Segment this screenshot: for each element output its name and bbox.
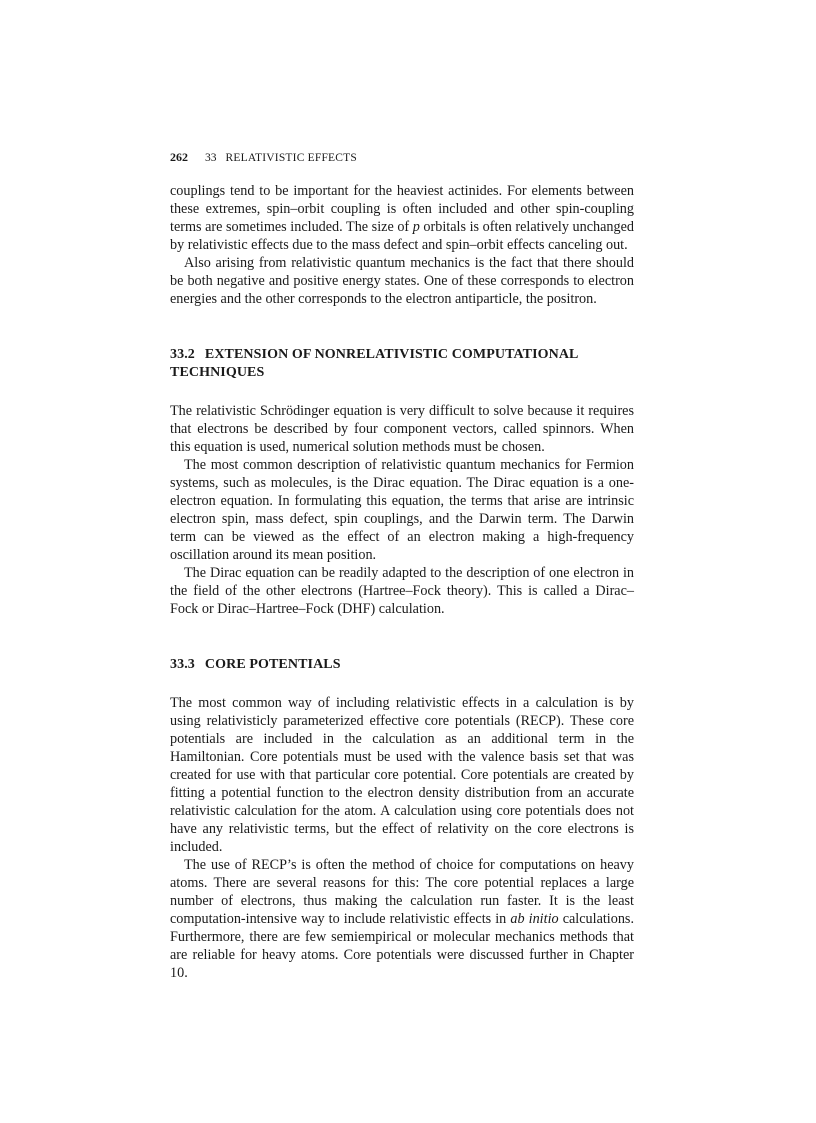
section-33-3-paragraph-1: The most common way of including relativistic effects in a calculation is by using relativisticly parameterized effective core potentials (RECP). These core potentials are included in the calculation as an additional term in the Hamiltonian. Core potentials must be used with the valence basis set that was created for use with that particular core potential. Core potentials are created by fitting a potential function to the electron density distribution from an accurate relativistic calculation for the atom. A calculation using core potentials does not have any relativistic terms, but the effect of relativity on the core electrons is included. bbox=[170, 695, 634, 855]
section-number: 33.3 bbox=[170, 657, 195, 672]
section-title: CORE POTENTIALS bbox=[204, 657, 341, 672]
section-number: 33.2 bbox=[170, 347, 195, 362]
section-spacer bbox=[170, 382, 634, 402]
section-title: EXTENSION OF NONRELATIVISTIC COMPUTATIONAL TECHNIQUES bbox=[170, 347, 578, 380]
section-33-2-paragraph-2: The most common description of relativistic quantum mechanics for Fermion systems, such as molecules, is the Dirac equation. The Dirac equation is a one-electron equation. In formulating this equation, the terms that arise are intrinsic electron spin, mass defect, spin couplings, and the Darwin term. The Darwin term can be viewed as the effect of an electron making a high-frequency oscillation around its mean position. bbox=[170, 457, 634, 563]
chapter-title: RELATIVISTIC EFFECTS bbox=[225, 152, 357, 164]
section-33-3-p2-text: The use of RECP’s is often the method of choice for computations on heavy atoms. There are several reasons for this: The core potential replaces a large number of electrons, thus making the calculation run faster. It is the least computation-intensive way to include relativistic effects in bbox=[170, 857, 634, 927]
chapter-number: 33 bbox=[205, 152, 217, 164]
section-33-2-paragraph-1: The relativistic Schrödinger equation is very difficult to solve because it requires that electrons be described by four component vectors, called spinnors. When this equation is used, numerical solution methods must be chosen. bbox=[170, 403, 634, 455]
section-spacer bbox=[170, 308, 634, 346]
section-33-3-paragraph-2 bbox=[170, 856, 634, 982]
page-number: 262 bbox=[170, 150, 188, 164]
section-33-3-p2-italic: ab initio bbox=[510, 911, 559, 927]
section-33-3-p2-rest: calculations. Furthermore, there are few semiempirical or molecular mechanics methods that are reliable for heavy atoms. Core potentials were discussed further in Chapter 10. bbox=[170, 911, 634, 981]
section-heading-33-3 bbox=[170, 656, 634, 674]
intro-p1-italic: p bbox=[412, 219, 420, 235]
section-spacer bbox=[170, 618, 634, 656]
intro-p1-text: couplings tend to be important for the heaviest actinides. For elements between these extremes, spin–orbit coupling is often included and other spin-coupling terms are sometimes included. The size of bbox=[170, 183, 634, 235]
intro-p1-rest: orbitals is often relatively unchanged by relativistic effects due to the mass defect and spin–orbit effects canceling out. bbox=[170, 219, 634, 253]
page-body bbox=[170, 148, 634, 982]
section-33-2-paragraph-3: The Dirac equation can be readily adapted to the description of one electron in the field of the other electrons (Hartree–Fock theory). This is called a Dirac–Fock or Dirac–Hartree–Fock (DHF) calculation. bbox=[170, 565, 634, 617]
section-heading-33-2 bbox=[170, 346, 634, 382]
running-head bbox=[170, 148, 634, 166]
intro-paragraph-1 bbox=[170, 182, 634, 254]
intro-paragraph-2: Also arising from relativistic quantum mechanics is the fact that there should be both negative and positive energy states. One of these corresponds to electron energies and the other corresponds to the electron antiparticle, the positron. bbox=[170, 255, 634, 307]
section-spacer bbox=[170, 674, 634, 694]
